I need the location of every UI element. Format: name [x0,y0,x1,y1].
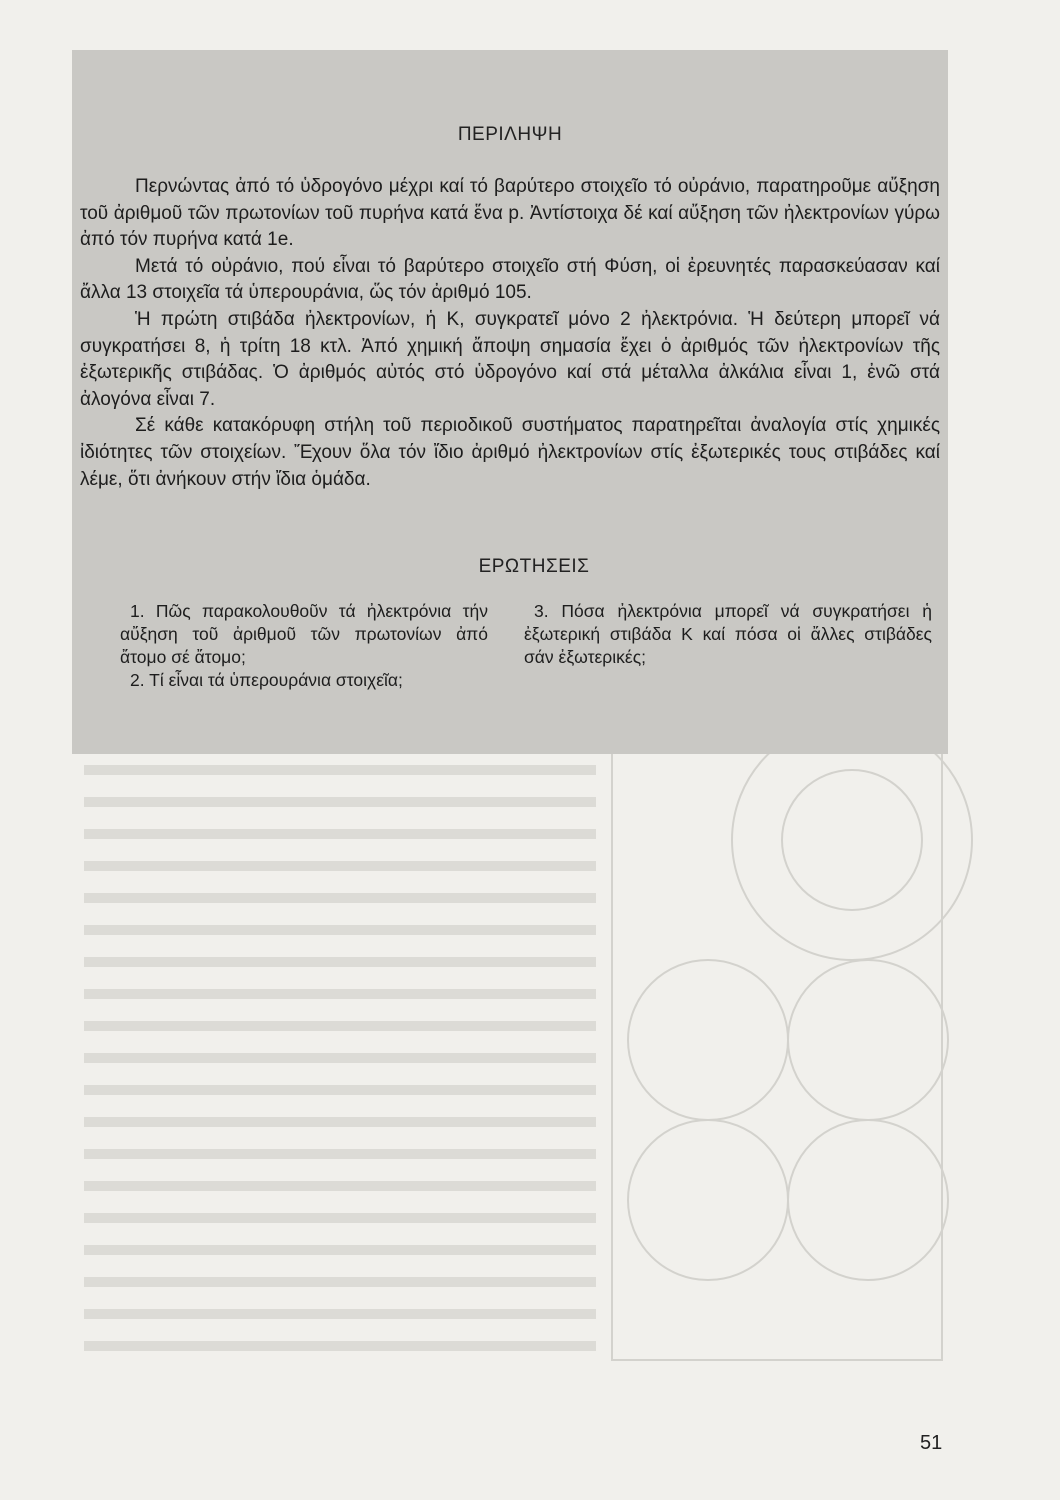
page-number: 51 [920,1432,943,1454]
summary-body [80,174,940,493]
question-1: 1. Πῶς παρακολουθοῦν τά ἠλεκτρόνια τήν αὔξηση τοῦ ἀριθμοῦ τῶν πρωτονίων ἀπό ἄτομο σέ ἄτομο; [120,601,488,667]
questions-left-column [120,600,488,692]
summary-heading: ΠΕΡΙΛΗΨΗ [457,124,563,145]
questions-right-column [524,600,932,669]
summary-panel [72,50,948,754]
question-2: 2. Τί εἶναι τά ὑπερουράνια στοιχεῖα; [130,670,403,690]
question-3: 3. Πόσα ἠλεκτρόνια μπορεῖ νά συγκρατήσει ἡ ἐξωτερική στιβάδα Κ καί πόσα οἱ ἄλλες στιβάδες σάν ἐξωτερικές; [524,601,932,667]
summary-paragraph-2: Μετά τό οὐράνιο, πού εἶναι τό βαρύτερο στοιχεῖο στή Φύση, οἱ ἐρευνητές παρασκεύασαν καί ἄλλα 13 στοιχεῖα τά ὑπερουράνια, ὥς τόν ἀριθμό 105. [80,255,940,304]
summary-paragraph-1: Περνώντας ἀπό τό ὑδρογόνο μέχρι καί τό βαρύτερο στοιχεῖο τό οὐράνιο, παρατηροῦμε αὔξηση τοῦ ἀριθμοῦ τῶν πρωτονίων τοῦ πυρήνα κατά ἕνα p. Ἀντίστοιχα δέ καί αὔξηση τῶν ἠλεκτρονίων γύρω ἀπό τόν πυρήνα κατά 1e. [80,176,940,251]
summary-paragraph-3: Ἡ πρώτη στιβάδα ἠλεκτρονίων, ἡ Κ, συγκρατεῖ μόνο 2 ἠλεκτρόνια. Ἡ δεύτερη μπορεῖ νά συγκρατήσει 8, ἡ τρίτη 18 κτλ. Ἀπό χημική ἄποψη σημασία ἔχει ὁ ἀριθμός τῶν ἠλεκτρονίων τῆς ἐξωτερικῆς στιβάδας. Ὁ ἀριθμός αὐτός στό ὑδρογόνο καί στά μέταλλα ἀλκάλια εἶναι 1, ἐνῶ στά ἀλογόνα εἶναι 7. [80,308,940,410]
summary-paragraph-4: Σέ κάθε κατακόρυφη στήλη τοῦ περιοδικοῦ συστήματος παρατηρεῖται ἀναλογία στίς χημικές ἰδιότητες τῶν στοιχείων. Ἔχουν ὅλα τόν ἴδιο ἀριθμό ἠλεκτρονίων στίς ἐξωτερικές τους στιβάδες καί λέμε, ὅτι ἀνήκουν στήν ἴδια ὁμάδα. [80,415,940,490]
questions-heading: ΕΡΩΤΗΣΕΙΣ [478,556,590,577]
